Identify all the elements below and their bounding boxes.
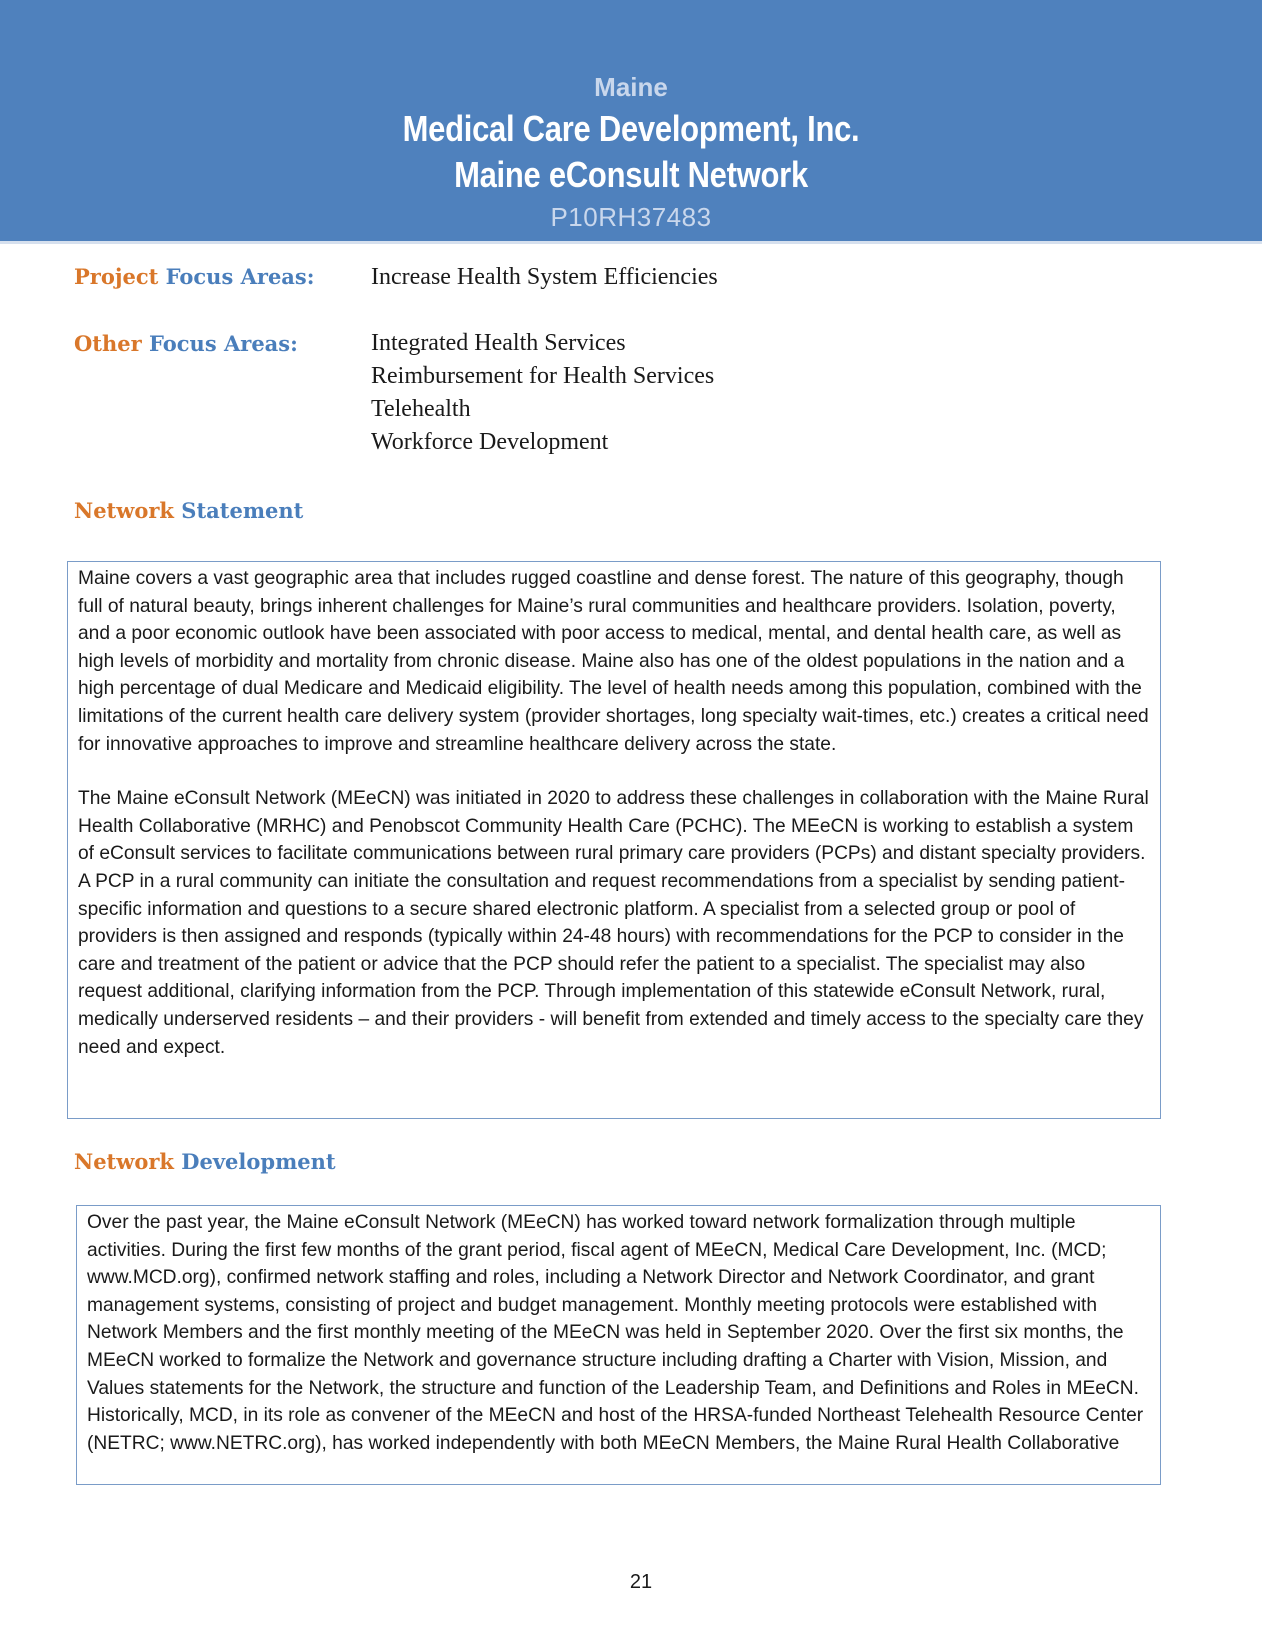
focus-areas-label-word: Focus Areas: xyxy=(149,331,298,356)
heading-word-development: Development xyxy=(181,1149,336,1174)
statement-paragraph: Maine covers a vast geographic area that includes rugged coastline and dense forest. The nature of this geography, though full of natural beauty, brings inherent challenges for Maine’s rural communities and healthcare providers. Isolation, poverty, and a poor economic outlook have been associated with poor access to medical, mental, and dental health care, as well as high levels of morbidity and mortality from chronic disease. Maine also has one of the oldest populations in the nation and a high percentage of dual Medicare and Medicaid eligibility. The level of health needs among this population, combined with the limitations of the current health care delivery system (provider shortages, long specialty wait-times, etc.) creates a critical need for innovative approaches to improve and streamline healthcare delivery across the state. xyxy=(78,568,1149,755)
development-paragraph: Over the past year, the Maine eConsult Network (MEeCN) has worked toward network formalization through multiple activities. During the first few months of the grant period, fiscal agent of MEeCN, Medical Care Development, Inc. (MCD; www.MCD.org), confirmed network staffing and roles, including a Network Director and Network Coordinator, and grant management systems, consisting of project and budget management. Monthly meeting protocols were established with Network Members and the first monthly meeting of the MEeCN was held in September 2020. Over the first six months, the MEeCN worked to formalize the Network and governance structure including drafting a Charter with Vision, Mission, and Values statements for the Network, the structure and function of the Leadership Team, and Definitions and Roles in MEeCN. Historically, MCD, in its role as convener of the MEeCN and host of the HRSA-funded Northeast Telehealth Resource Center (NETRC; www.NETRC.org), has worked independently with both MEeCN Members, the Maine Rural Health Collaborative xyxy=(87,1212,1144,1454)
network-development-heading xyxy=(74,1149,336,1174)
list-item: Integrated Health Services xyxy=(371,330,626,356)
network-statement-box xyxy=(67,561,1161,1119)
grant-number: P10RH37483 xyxy=(550,202,712,232)
state-name: Maine xyxy=(594,72,668,102)
heading-word-statement: Statement xyxy=(181,498,304,523)
network-development-box xyxy=(76,1205,1161,1485)
other-focus-list xyxy=(371,327,714,459)
statement-paragraph: The Maine eConsult Network (MEeCN) was initiated in 2020 to address these challenges in collaboration with the Maine Rural Health Collaborative (MRHC) and Penobscot Community Health Care (PCHC). The MEeCN is working to establish a system of eConsult services to facilitate communications between rural primary care providers (PCPs) and distant specialty providers. A PCP in a rural community can initiate the consultation and request recommendations from a specialist by sending patient-specific information and questions to a secure shared electronic platform. A specialist from a selected group or pool of providers is then assigned and responds (typically within 24-48 hours) with recommendations for the PCP to consider in the care and treatment of the patient or advice that the PCP should refer the patient to a specialist. The specialist may also request additional, clarifying information from the PCP. Through implementation of this statewide eConsult Network, rural, medically underserved residents – and their providers - will benefit from extended and timely access to the specialty care they need and expect. xyxy=(78,788,1149,1058)
title-banner xyxy=(0,0,1262,244)
project-label-word: Project xyxy=(74,264,159,289)
project-focus-list xyxy=(371,261,718,294)
page-number: 21 xyxy=(629,1571,653,1593)
other-focus-label xyxy=(74,331,298,356)
heading-word-network: Network xyxy=(74,1149,174,1174)
other-label-word: Other xyxy=(74,331,142,356)
organization-name: Medical Care Development, Inc. xyxy=(402,108,860,149)
list-item: Reimbursement for Health Services xyxy=(371,363,715,389)
heading-word-network: Network xyxy=(74,498,174,523)
project-focus-label xyxy=(74,264,314,289)
list-item: Workforce Development xyxy=(371,429,609,455)
focus-areas-label-word: Focus Areas: xyxy=(165,264,315,289)
network-name: Maine eConsult Network xyxy=(454,154,808,195)
network-statement-heading xyxy=(74,498,303,523)
list-item: Telehealth xyxy=(371,396,471,422)
list-item: Increase Health System Efficiencies xyxy=(371,264,718,290)
